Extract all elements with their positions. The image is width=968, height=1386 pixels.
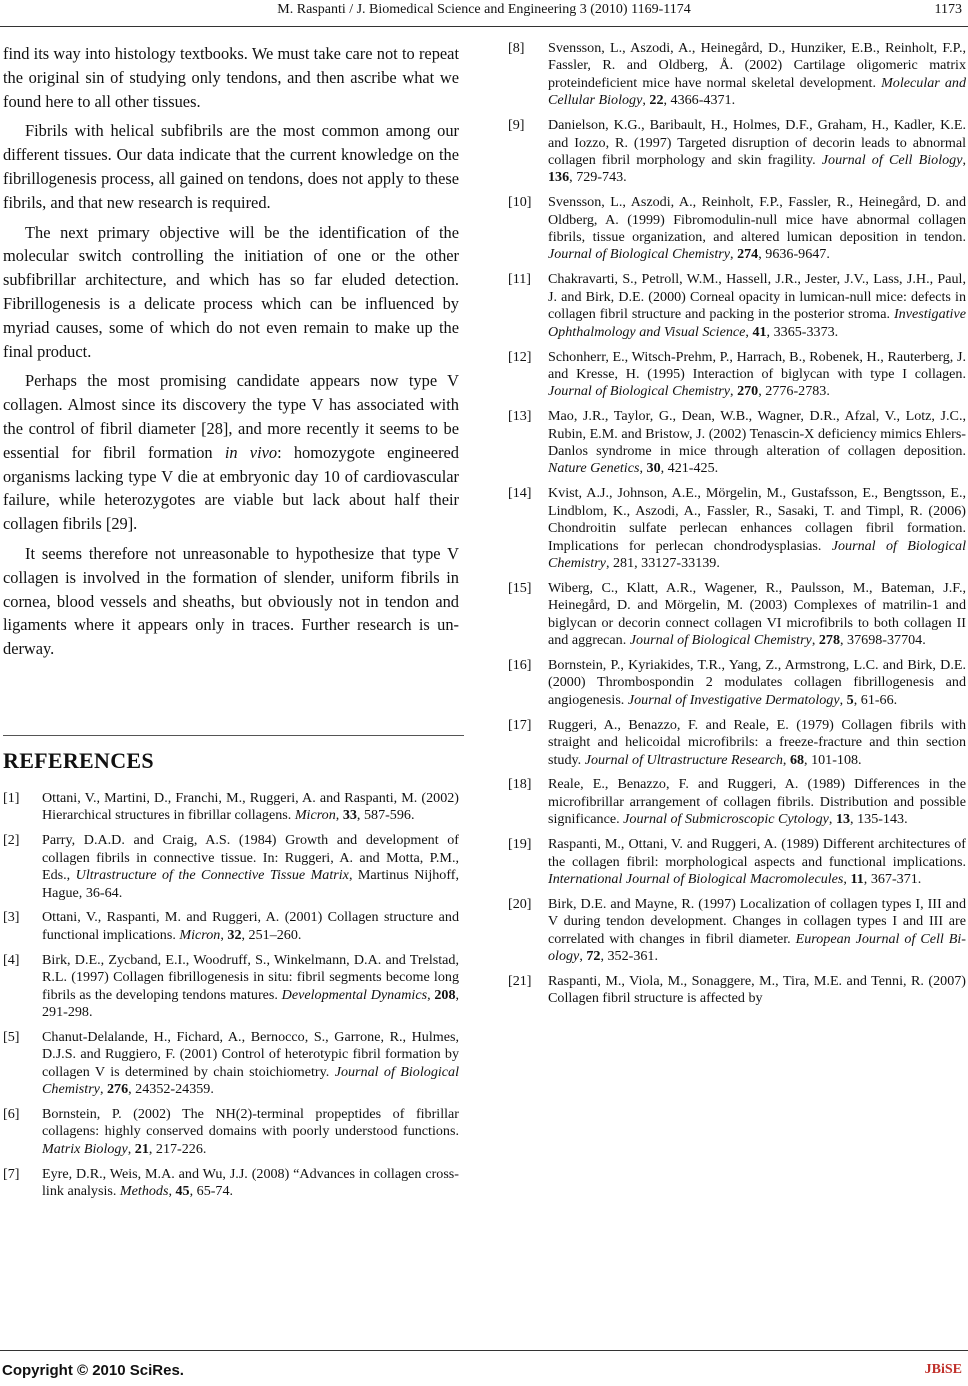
reference-item (508, 117, 966, 187)
body-paragraph: It seems therefore not unreasonable to hypothesize that type V collagen is involved in the formation of slender, uniform fibrils in cornea, blood vessels and sheaths, but obviously not in tendon and ligaments where it appears only in traces. Further research is underway. (3, 543, 459, 659)
reference-text: Ottani, V., Raspanti, M. and Ruggeri, A. (2001) Collagen structure and functional implications. Micron, 32, 251–260. (42, 909, 459, 943)
reference-text: Svensson, L., Aszodi, A., Reinholt, F.P., Fassler, R., Heinegård, D. and Oldberg, A. (1999) Fibromodulin-null mice have abnormal collagen fibrils, tissue organization, and altered lumican deposition in tendon. Journal of Biological Chemistry, 274, 9636-9647. (548, 194, 966, 263)
reference-text: Chakravarti, S., Petroll, W.M., Hassell, J.R., Jester, J.V., Lass, J.H., Paul, J. and Birk, D.E. (2000) Corneal opacity in lumican-null mice: defects in collagen fibril structure and packing in the posterior stroma. Investigative Ophthalmology and Visual Science, 41, 3365-3373. (548, 271, 966, 340)
running-title: M. Raspanti / J. Biomedical Science and Engineering 3 (2010) 1169-1174 (277, 2, 691, 17)
reference-text: Schonherr, E., Witsch-Prehm, P., Harrach, B., Robenek, H., Rauterberg, J. and Kresse, H. (1995) Interaction of biglycan with type I collagen. Journal of Biological Chemistry, 270, 2776-2783. (548, 348, 966, 400)
reference-number: [3] (3, 909, 20, 926)
reference-number: [19] (508, 836, 532, 853)
reference-number: [10] (508, 194, 532, 211)
reference-number: [16] (508, 657, 532, 673)
reference-item (3, 952, 459, 1022)
reference-number: [13] (508, 408, 532, 425)
reference-item (508, 271, 966, 341)
reference-text: Reale, E., Benazzo, F. and Ruggeri, A. (1989) Differences in the microfibrillar arrangement of collagen fibrils. Distribution and possible significance. Journal of Submicroscopic Cytology, 13, 135-143. (548, 776, 966, 828)
reference-text: Eyre, D.R., Weis, M.A. and Wu, J.J. (2008) “Advances in collagen cross-link analysis. Methods, 45, 65-74. (42, 1165, 459, 1200)
body-paragraph: find its way into histology textbooks. We must take care not to repeat the original sin of studying only tendons, and then ascribe what we found here to all other tissues. (3, 44, 459, 111)
reference-item (508, 657, 966, 709)
reference-text: Wiberg, C., Klatt, A.R., Wagener, R., Paulsson, M., Bateman, J.F., Heinegård, D. and Mörgelin, M. (2003) Complexes of matrilin-1 and biglycan or decorin connect collagen VI microfibrils to both collagen II and aggrecan. Journal of Biological Chemistry, 278, 37698-37704. (548, 579, 966, 649)
section-divider (3, 735, 464, 736)
body-paragraph: Fibrils with helical subfibrils are the most common among our different tissues. Our data indicate that the current knowledge on the fibrillogenesis process, all gained on tendons, does not apply to these fibrils, and that new research is required. (3, 121, 459, 212)
page-header (0, 0, 968, 27)
reference-item (3, 1106, 459, 1158)
reference-item (3, 909, 459, 944)
reference-item (508, 896, 966, 966)
page-number: 1173 (934, 2, 962, 17)
reference-text: Mao, J.R., Taylor, G., Dean, W.B., Wagner, D.R., Afzal, V., Lotz, J.C., Rubin, E.M. and Bristow, J. (2002) Tenascin-X deficiency mimics Ehlers-Danlos syndrome in mice through alteration of collagen deposition. Nature Genetics, 30, 421-425. (548, 408, 966, 477)
reference-number: [14] (508, 485, 532, 502)
reference-text: Ruggeri, A., Benazzo, F. and Reale, E. (1979) Collagen fibrils with straight and helicoidal microfibrils: a freeze-fracture and thin section study. Journal of Ultrastructure Research, 68, 101-108. (548, 716, 966, 768)
body-paragraph: The next primary objective will be the identification of the molecular switch controlling the initiation of one or the other subfibrillar architecture, and which has so far eluded detection. Fibrillogenesis is a delicate process which can be influenced by myriad causes, some of which do not even remain to make up the final product. (3, 222, 459, 361)
reference-text: Chanut-Delalande, H., Fichard, A., Bernocco, S., Garrone, R., Hulmes, D.J.S. and Ruggiero, F. (2001) Control of heterotypic fibril formation by collagen V is determined by chain stoichiometry. Journal of Biological Chemistry, 276, 24352-24359. (42, 1028, 459, 1098)
reference-text: Bornstein, P., Kyriakides, T.R., Yang, Z., Armstrong, L.C. and Birk, D.E. (2000) Thrombospondin 2 modulates collagen fibrillogenesis and angiogenesis. Journal of Investigative Dermatology, 5, 61-66. (548, 657, 966, 708)
reference-number: [20] (508, 895, 532, 912)
reference-number: [8] (508, 40, 525, 56)
reference-number: [4] (3, 951, 20, 968)
reference-text: Raspanti, M., Ottani, V. and Ruggeri, A. (1989) Different architectures of the collagen fibril: morphological aspects and functional implications. International Journal of Biological Macromolecules, 11, 367-371. (548, 836, 966, 887)
reference-item (508, 580, 966, 650)
references-list-right (508, 40, 966, 1008)
reference-item (508, 836, 966, 888)
body-paragraph: Perhaps the most promising candidate appears now type V collagen. Almost since its discovery the type V has associated with the control of fibril diameter [28], and more recently it seems to be essential for fibril formation in vivo: homozygote engineered organisms lacking type V die at embryonic day 10 of cardiovascular failure, while heterozygotes are viable but lack about half their collagen fibrils [29]. (3, 371, 459, 534)
reference-text: Svensson, L., Aszodi, A., Heinegård, D., Hunziker, E.B., Reinholt, F.P., Fassler, R. and Oldberg, Å. (2002) Cartilage oligomeric matrix proteindeficient mice have normal skeletal development. Molecular and Cellular Biology, 22, 4366-4371. (548, 40, 967, 109)
reference-item (508, 973, 966, 1008)
reference-number: [7] (3, 1165, 20, 1182)
reference-number: [6] (3, 1106, 20, 1122)
reference-item (508, 717, 966, 769)
reference-text: Birk, D.E., Zycband, E.I., Woodruff, S., Winkelmann, D.A. and Trelstad, R.L. (1997) Collagen fibrillogenesis in situ: fibril segments become long fibrils as the developing tendons matures. Developmental Dynamics, 208, 291-298. (42, 951, 460, 1020)
reference-number: [5] (3, 1028, 20, 1045)
reference-item (508, 776, 966, 828)
reference-item (3, 1029, 459, 1099)
reference-item (508, 408, 966, 478)
reference-item (508, 40, 966, 110)
reference-item (3, 832, 459, 902)
left-column-body (3, 42, 459, 661)
reference-text: Bornstein, P. (2002) The NH(2)-terminal propeptides of fibrillar collagens: highly conserved domains with poorly understood functions. Matrix Biology, 21, 217-226. (42, 1106, 459, 1157)
reference-text: Danielson, K.G., Baribault, H., Holmes, D.F., Graham, H., Kadler, K.E. and Iozzo, R. (1997) Targeted disruption of decorin leads to abnormal collagen fibril morphology and skin fragility. Journal of Cell Biology, 136, 729-743. (548, 117, 966, 186)
reference-text: Ottani, V., Martini, D., Franchi, M., Ruggeri, A. and Raspanti, M. (2002) Hierarchical structures in fibrillar collagens. Micron, 33, 587-596. (42, 790, 459, 824)
reference-item (508, 485, 966, 572)
references-list-left (3, 790, 459, 1201)
reference-number: [1] (3, 790, 20, 806)
reference-text: Birk, D.E. and Mayne, R. (1997) Localization of collagen types I, III and V during tendon development. Changes in collagen types I and III are correlated with changes in fibril diameter. European Journal of Cell Biology, 72, 352-361. (548, 895, 966, 965)
reference-item (508, 349, 966, 401)
reference-text: Parry, D.A.D. and Craig, A.S. (1984) Growth and development of collagen fibrils in connective tissue. In: Ruggeri, A. and Motta, P.M., Eds., Ultrastructure of the Connective Tissue Matrix, Martinus Nijhoff, Hague, 36-64. (42, 832, 459, 901)
footer-copyright: Copyright © 2010 SciRes. (2, 1362, 184, 1379)
reference-item (3, 790, 459, 825)
reference-number: [12] (508, 348, 532, 365)
reference-text: Raspanti, M., Viola, M., Sonaggere, M., Tira, M.E. and Tenni, R. (2007) Collagen fibril structure is affected by (548, 973, 966, 1007)
reference-number: [17] (508, 716, 532, 733)
reference-item (3, 1166, 459, 1201)
reference-number: [11] (508, 271, 531, 288)
reference-number: [15] (508, 579, 532, 596)
reference-number: [9] (508, 117, 525, 134)
reference-number: [2] (3, 832, 20, 849)
footer-divider (0, 1350, 968, 1351)
reference-text: Kvist, A.J., Johnson, A.E., Mörgelin, M., Gustafsson, E., Bengtsson, E., Lindblom, K., Aszodi, A., Fassler, R., Sasaki, T. and Timpl, R. (2006) Chondroitin sulfate perlecan enhances collagen fibril formation. Implications for perlecan chondrodysplasias. Journal of Biological Chemistry, 281, 33127-33139. (548, 485, 966, 571)
references-heading: REFERENCES (3, 748, 154, 773)
reference-number: [21] (508, 973, 532, 989)
reference-item (508, 194, 966, 264)
footer-journal-logo: JBiSE (924, 1362, 962, 1377)
reference-number: [18] (508, 776, 532, 793)
